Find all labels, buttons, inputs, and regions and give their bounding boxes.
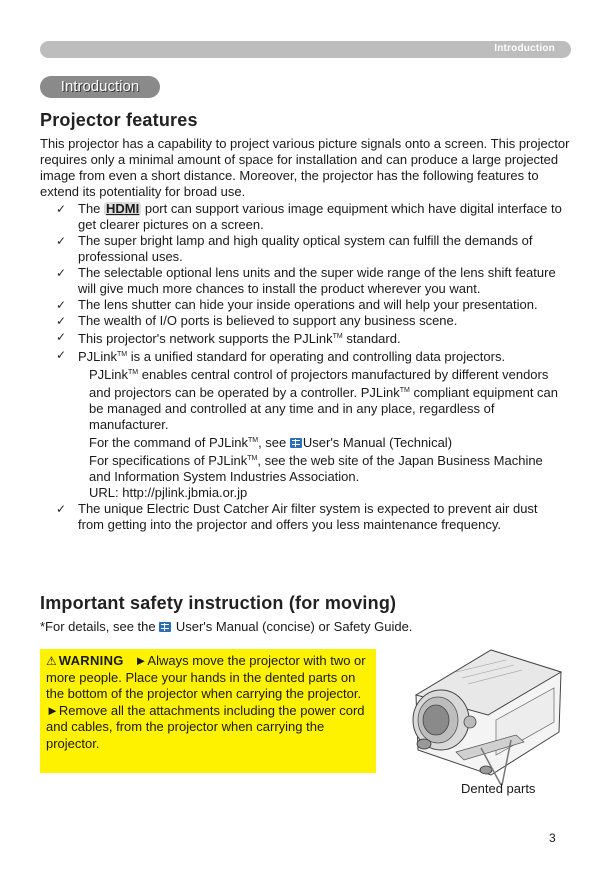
item-text: port can support various image equipment which have digital interface to get clearer pictures on a screen. [78, 201, 562, 232]
safety-heading: Important safety instruction (for moving) [40, 593, 397, 613]
item-text: , see [258, 435, 290, 450]
features-heading: Projector features [40, 110, 198, 130]
item-text: is a unified standard for operating and controlling data projectors. [127, 349, 506, 364]
item-text: For specifications of PJLink [89, 453, 248, 468]
pjlink-detail [78, 365, 566, 433]
list-item [56, 265, 566, 297]
list-item [56, 313, 566, 329]
section-label: Introduction [60, 78, 140, 95]
item-text: The wealth of I/O ports is believed to support any business scene. [78, 313, 458, 328]
warning-text-1: Always move the projector with two or more people. Place your hands in the dented parts on the bottom of the projector when carrying the projector. [46, 653, 366, 701]
book-icon [159, 622, 171, 632]
pjlink-url: URL: http://pjlink.jbmia.or.jp [89, 485, 248, 500]
item-text: The super bright lamp and high quality optical system can fulfill the demands of professional uses. [78, 233, 533, 264]
item-text: PJLink [78, 349, 118, 364]
dented-parts-caption: Dented parts [461, 781, 536, 796]
hdmi-link[interactable]: HDMI [106, 201, 140, 216]
item-text: compliant equipment can be managed and controlled at any time and in any place, regardless of manufacturer. [89, 385, 559, 432]
item-text: For the command of PJLink [89, 435, 248, 450]
item-text: The selectable optional lens units and the super wide range of the lens shift feature will give much more chances to install the product wherever you want. [78, 265, 556, 296]
checkmark-icon: ✓ [56, 314, 67, 328]
trademark: TM [247, 437, 259, 444]
list-item [56, 501, 566, 533]
item-text: The [78, 201, 105, 216]
checkmark-icon: ✓ [56, 234, 67, 248]
warning-text-2: Remove all the attachments including the power cord and cables, from the projector when carrying the projector. [46, 702, 365, 751]
item-text: , see the web site of the Japan Business Machine and Information System Industries Association. [89, 453, 543, 484]
checkmark-icon: ✓ [56, 330, 67, 344]
section-tab [40, 76, 160, 98]
list-item [56, 233, 566, 265]
item-text: The unique Electric Dust Catcher Air filter system is expected to prevent air dust from getting into the projector and offers you less maintenance frequency. [78, 501, 538, 532]
list-item [56, 297, 566, 313]
features-intro: This projector has a capability to project various picture signals onto a screen. This projector requires only a minimal amount of space for installation and can produce a large projected image from even a short distance. Moreover, the projector has the following features to extend its potentiality for broad use. [40, 136, 570, 199]
header-bar [40, 41, 571, 58]
checkmark-icon: ✓ [56, 348, 67, 362]
item-text: enables central control of projectors manufactured by different vendors and projectors can be operated by a controller. PJLink [89, 367, 549, 400]
checkmark-icon: ✓ [56, 266, 67, 280]
details-text: User's Manual (concise) or Safety Guide. [172, 619, 413, 634]
item-text: standard. [342, 331, 401, 346]
list-item [56, 329, 566, 347]
header-label: Introduction [494, 43, 555, 54]
warning-triangle-icon: ⚠ [46, 654, 57, 668]
warning-label: WARNING [58, 653, 124, 668]
item-text: This projector's network supports the PJLink [78, 331, 333, 346]
pointer-arrow-icon: ► [46, 702, 59, 718]
details-note [40, 619, 412, 634]
trademark: TM [399, 387, 410, 394]
pointer-arrow-icon: ► [134, 653, 148, 668]
item-text: PJLink [89, 367, 129, 382]
book-icon [290, 438, 302, 448]
list-item [56, 347, 566, 501]
checkmark-icon: ✓ [56, 202, 67, 216]
manual-reference: User's Manual (Technical) [302, 435, 453, 450]
projector-illustration [396, 640, 566, 785]
warning-box [40, 649, 376, 773]
item-text: The lens shutter can hide your inside operations and will help your presentation. [78, 297, 538, 312]
trademark: TM [247, 455, 258, 462]
checkmark-icon: ✓ [56, 298, 67, 312]
feature-list [56, 201, 566, 533]
trademark: TM [332, 333, 343, 340]
trademark: TM [117, 351, 128, 358]
list-item [56, 201, 566, 233]
checkmark-icon: ✓ [56, 502, 67, 516]
trademark: TM [128, 369, 139, 376]
pjlink-command-ref [78, 433, 566, 451]
page-number: 3 [549, 831, 556, 845]
details-text: *For details, see the [40, 619, 160, 634]
pjlink-spec-ref [78, 451, 566, 485]
